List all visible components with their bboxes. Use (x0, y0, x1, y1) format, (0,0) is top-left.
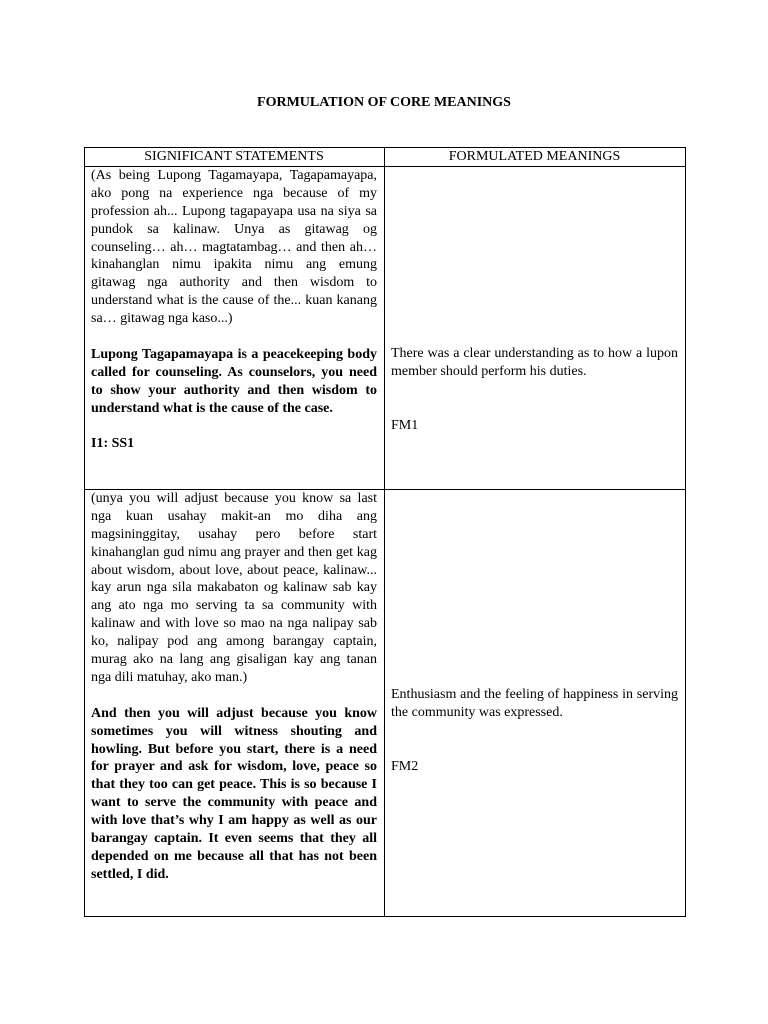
statement-original-text: (unya you will adjust because you know sa last nga kuan usahay makit-an mo diha ang magsininggitay, usahay pero before start kinahanglan gud nimu ang prayer and then get kag about wisdom, about love, about peace, kalinaw... kay arun nga sila makabaton og kalinaw sab kay ang ato nga mo serving ta sa community with kalinaw and with love so mao na nga nalipay sab ko, nalipay pod ang among barangay captain, murag ako na lang ang gisaligan kay ang tanan nga dili matuhay, ako man.) (91, 490, 377, 685)
document-title: FORMULATION OF CORE MEANINGS (257, 95, 511, 110)
header-formulated-meanings: FORMULATED MEANINGS (385, 148, 686, 167)
formulated-meaning-text: Enthusiasm and the feeling of happiness in serving the community was expressed. (391, 686, 678, 720)
table-row (85, 166, 686, 489)
core-meanings-table (84, 147, 686, 917)
formulated-meaning-label: FM2 (391, 758, 419, 774)
formulated-meaning-text: There was a clear understanding as to how a lupon member should perform his duties. (391, 345, 678, 379)
statement-original-text: (As being Lupong Tagamayapa, Tagapamayapa, ako pong na experience nga because of my profession ah... Lupong tagapayapa usa na siya sa pundok sa kalinaw. Unya as gitawag og counseling… ah… magtatambag… and then ah… kinahanglan nimu ipakita nimu ang emung gitawag nga authority and then wisdom to understand what is the cause of the... kuan kanang sa… gitawag nga kaso...) (91, 167, 377, 327)
statement-code: I1: SS1 (91, 436, 135, 452)
statement-translation-text: Lupong Tagapamayapa is a peacekeeping body called for counseling. As counselors, you need to show your authority and then wisdom to understand what is the cause of the case. (91, 346, 377, 416)
formulated-meaning-label: FM1 (391, 417, 419, 433)
formulated-meaning-cell (385, 166, 686, 489)
header-significant-statements: SIGNIFICANT STATEMENTS (85, 148, 385, 167)
table-row (85, 489, 686, 916)
statement-translation-text: And then you will adjust because you know sometimes you will witness shouting and howling. But before you start, there is a need for prayer and ask for wisdom, love, peace so that they too can get peace. This is so because I want to serve the community with peace and with love that’s why I am happy as well as our barangay captain. It even seems that they all depended on me because all that has not been settled, I did. (91, 705, 377, 882)
table-header-row (85, 148, 686, 167)
significant-statement-cell (85, 166, 385, 489)
formulated-meaning-cell (385, 489, 686, 916)
significant-statement-cell (85, 489, 385, 916)
